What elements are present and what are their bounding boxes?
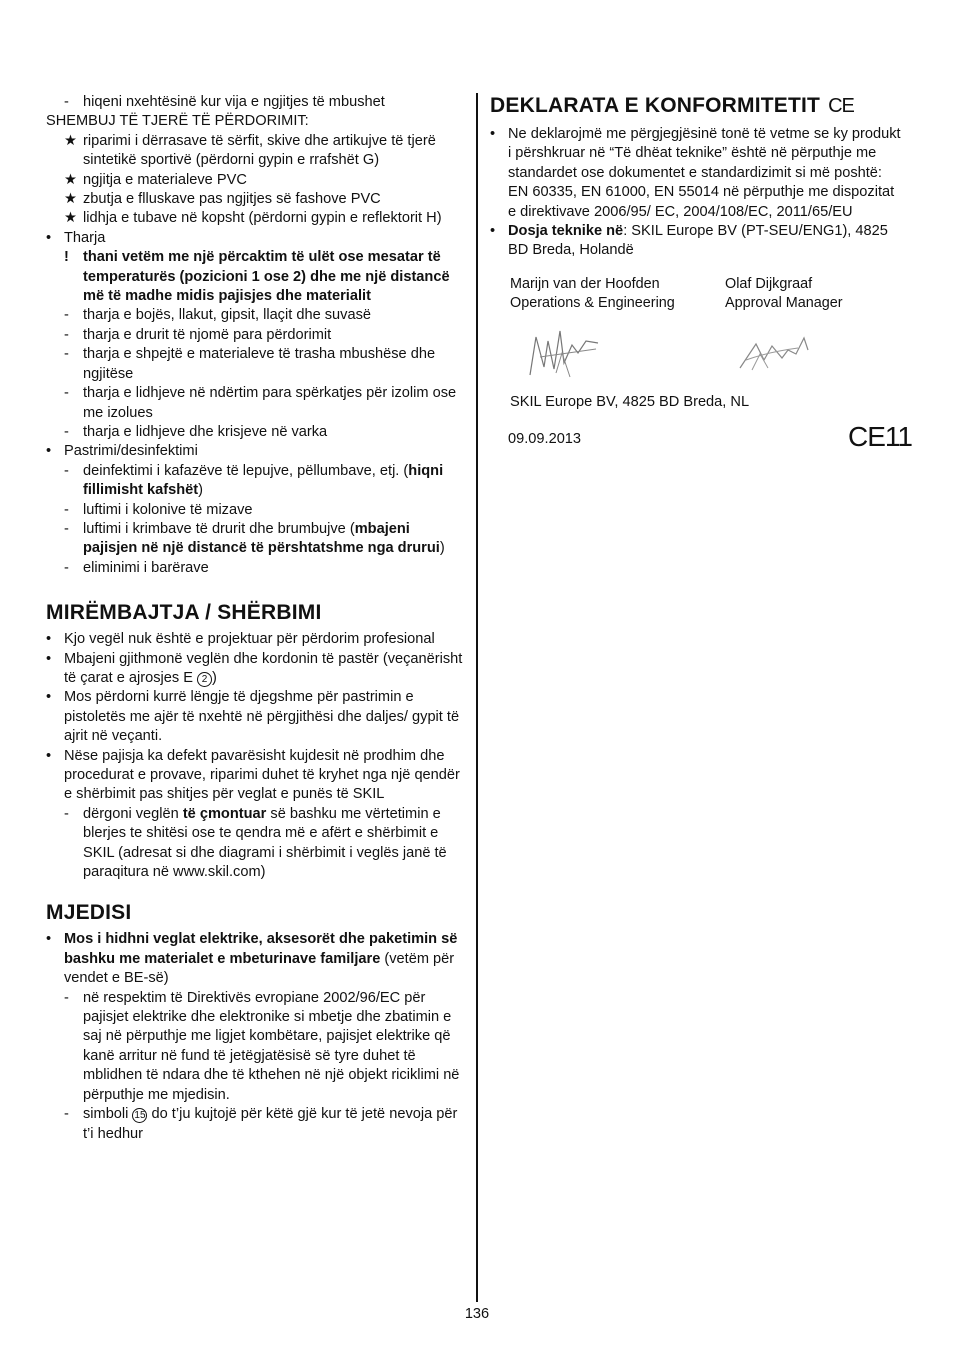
list-item: - tharja e shpejtë e materialeve të trasha mbushëse dhe ngjitëse	[64, 346, 436, 382]
list-item: - hiqeni nxehtësinë kur vija e ngjitjes të mbushet	[46, 93, 468, 112]
signer-name: Olaf Dijkgraaf	[725, 275, 813, 292]
signer-name: Marijn van der Hoofden	[510, 275, 660, 292]
signer-1	[510, 275, 675, 314]
bullet-marker: •	[46, 747, 52, 764]
section-title-maintenance: MIRËMBAJTJA / SHËRBIMI	[46, 601, 322, 625]
star-icon: ★	[64, 132, 78, 149]
dash-marker: -	[64, 501, 69, 518]
section-title-declaration: DEKLARATA E KONFORMITETIT CE	[490, 94, 854, 117]
star-icon: ★	[64, 210, 78, 227]
list-item: • Nëse pajisja ka defekt pavarësisht kujdesit në prodhim dhe procedurat e provave, riparimi duhet të kryhet nga një qendër e shërbimit pas shitjes për veglat e punës të SKIL	[46, 747, 460, 803]
dash-marker: -	[64, 94, 69, 110]
dash-marker: -	[64, 326, 69, 343]
bullet-marker: •	[490, 223, 496, 240]
list-item: - tharja e bojës, llakut, gipsit, llaçit dhe suvasë	[46, 306, 468, 325]
list-item: - simboli 15 do t’ju kujtojë për këtë gjë kur të jetë nevoja për t’i hedhur	[64, 1106, 458, 1142]
list-item: • Mbajeni gjithmonë veglën dhe kordonin të pastër (veçanërisht të çarat e ajrosjes E 2 )	[46, 650, 463, 686]
signature-block	[490, 275, 904, 393]
right-column	[490, 93, 912, 454]
dash-marker: -	[64, 559, 69, 576]
list-item: - deinfektimi i kafazëve të lepujve, pëllumbave, etj. (hiqni fillimisht kafshët)	[64, 462, 444, 499]
list-item: ★ lidhja e tubave në kopsht (përdorni gypin e reflektorit H)	[46, 209, 468, 228]
signature-2-image	[738, 330, 818, 375]
callout-number-icon: 15	[134, 1110, 146, 1122]
list-item: ★ ngjitja e materialeve PVC	[46, 171, 468, 190]
dash-marker: -	[64, 307, 69, 324]
star-icon: ★	[64, 171, 78, 188]
dash-marker: -	[64, 385, 69, 402]
dash-marker: -	[64, 805, 69, 822]
section-title-environment: MJEDISI	[46, 901, 132, 925]
dash-marker: -	[64, 346, 69, 363]
dash-marker: -	[64, 462, 69, 479]
list-item: • Tharja	[46, 229, 468, 248]
list-item: - dërgoni veglën të çmontuar së bashku me vërtetimin e blerjes te shitësi ose te qendra më e afërt e shërbimit e SKIL (adresat si dhe diagrami i shërbimit i veglës janë të paraqitura në www.skil.com)	[64, 805, 447, 881]
signer-2	[725, 275, 843, 314]
warning-icon: !	[64, 249, 69, 266]
list-item: • Kjo vegël nuk është e projektuar për përdorim profesional	[46, 630, 468, 649]
star-icon: ★	[64, 191, 78, 208]
list-item: - tharja e lidhjeve dhe krisjeve në varka	[46, 423, 468, 442]
date-line	[490, 420, 912, 454]
list-item: ★ riparimi i dërrasave të sërfit, skive dhe artikujve të tjerë sintetikë sportivë (përdorni gypin e rrafshët G)	[64, 132, 436, 169]
bullet-marker: •	[46, 443, 52, 460]
column-divider	[476, 93, 478, 1302]
list-item: - në respektim të Direktivës evropiane 2002/96/EC për pajisjet elektrike dhe elektronike si mbetje dhe zbatimin e saj në përputhje me ligjet kombëtare, pajisjet elektrike që kanë arritur në fund të jetëgjatësisë së tyre duhet të mblidhen të ndara dhe të kthehen në një objekt riciklimi në përputhje me mjedisin.	[64, 989, 460, 1103]
ce11-mark-icon: CE11	[848, 421, 912, 453]
page-number: 136	[464, 1306, 490, 1322]
list-item: ★ zbutja e flluskave pas ngjitjes së fashove PVC	[46, 190, 468, 209]
bullet-marker: •	[490, 126, 496, 142]
warning-note: ! thani vetëm me një përcaktim të ulët ose mesatar të temperaturës (pozicioni 1 ose 2) dhe me një distancë më të madhe midis pajisjes dhe materialit	[64, 249, 450, 305]
list-item: • Pastrimi/desinfektimi	[46, 442, 468, 461]
signer-title: Approval Manager	[725, 295, 843, 312]
dash-marker: -	[64, 989, 69, 1006]
bullet-marker: •	[46, 229, 52, 246]
declaration-date: 09.09.2013	[508, 431, 582, 448]
list-item: - tharja e drurit të njomë para përdorimit	[46, 326, 468, 345]
ce-mark-icon: CE	[828, 95, 854, 117]
signature-1-image	[526, 323, 606, 383]
list-item: - luftimi i kolonive të mizave	[46, 501, 468, 520]
dash-marker: -	[64, 1106, 69, 1123]
dash-marker: -	[64, 423, 69, 440]
list-item: • Mos përdorni kurrë lëngje të djegshme për pastrimin e pistoletës me ajër të nxehtë në përgjithësi dhe daljes/ gypit të ajrit në veçanti.	[46, 689, 460, 745]
signer-title: Operations & Engineering	[510, 295, 675, 312]
list-item: - tharja e lidhjeve në ndërtim para spërkatjes për izolim ose me izolues	[64, 385, 457, 421]
left-column	[46, 93, 468, 1144]
list-item: • Mos i hidhni veglat elektrike, aksesorët dhe paketimin së bashku me materialet e mbeturinave familjare (vetëm për vendet e BE-së)	[46, 931, 458, 987]
company-address: SKIL Europe BV, 4825 BD Breda, NL	[510, 393, 750, 410]
bullet-marker: •	[46, 689, 52, 706]
list-item: - luftimi i krimbave të drurit dhe brumbujve (mbajeni pajisjen në një distancë të përshtatshme nga drurui)	[64, 520, 445, 557]
bullet-marker: •	[46, 931, 52, 948]
list-item: - eliminimi i barërave	[46, 559, 468, 578]
callout-number-icon: 2	[197, 672, 212, 687]
bullet-marker: •	[46, 650, 52, 667]
list-item: • Ne deklarojmë me përgjegjësinë tonë të vetme se ky produkt i përshkruar në “Të dhëat teknike” është në përputhje me standardet ose dokumentet e standardizimit si më poshtë: EN 60335, EN 61000, EN 55014 në përputhje me dispozitat e direktivave 2006/95/ EC, 2004/108/EC, 2011/65/EU	[490, 126, 901, 220]
bullet-marker: •	[46, 631, 52, 648]
list-item: • Dosja teknike në: SKIL Europe BV (PT-SEU/ENG1), 4825 BD Breda, Holandë	[490, 223, 888, 259]
dash-marker: -	[64, 520, 69, 537]
examples-heading: SHEMBUJ TË TJERË TË PËRDORIMIT:	[46, 113, 309, 130]
